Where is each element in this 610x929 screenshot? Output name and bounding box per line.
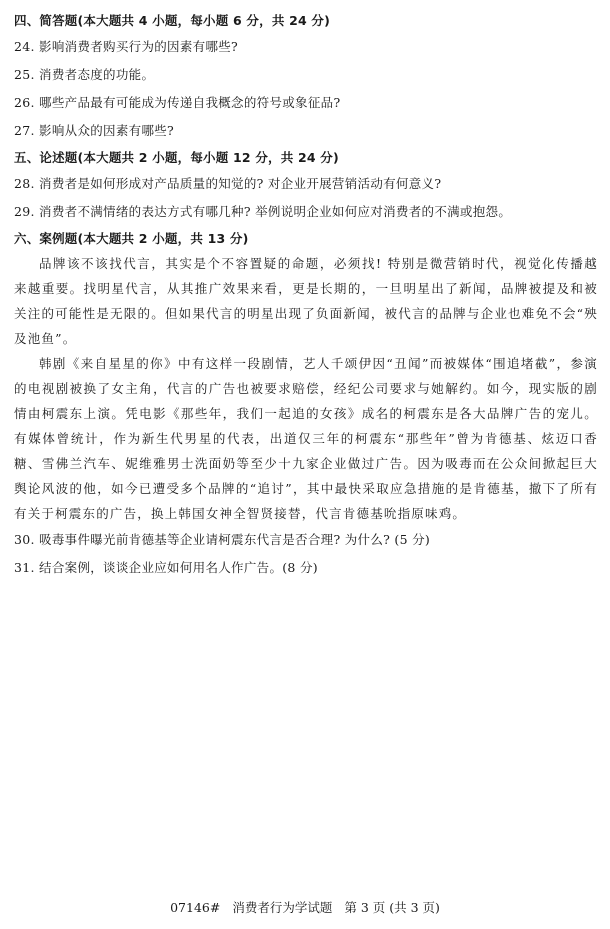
section-heading-short-answer: 四、简答题(本大题共 4 小题，每小题 6 分，共 24 分) [14, 13, 331, 28]
question-26: 26. 哪些产品最有可能成为传递自我概念的符号或象征品? [14, 95, 341, 110]
question-25: 25. 消费者态度的功能。 [14, 67, 155, 82]
page-footer [0, 898, 610, 916]
footer-exam-code: 07146# [170, 900, 221, 915]
footer-exam-title: 消费者行为学试题 [232, 900, 333, 915]
question-29: 29. 消费者不满情绪的表达方式有哪几种? 举例说明企业如何应对消费者的不满或抱怨。 [14, 204, 512, 219]
footer-page-number: 第 3 页 (共 3 页) [344, 900, 440, 915]
case-paragraph-2: 韩剧《来自星星的你》中有这样一段剧情，艺人千颂伊因“丑闻”而被媒体“围追堵截”，参演的电视剧被换了女主角，代言的广告也被要求赔偿，经纪公司要求与她解约。如今，现实版的剧情由柯震东上演。凭电影《那些年，我们一起追的女孩》成名的柯震东是各大品牌广告的宠儿。有媒体曾统计，作为新生代男星的代表，出道仅三年的柯震东“那些年”曾为肯德基、炫迈口香糖、雪佛兰汽车、妮维雅男士洗面奶等至少十九家企业做过广告。因为吸毒而在公众间掀起巨大舆论风波的他，如今已遭受多个品牌的“追讨”，其中最快采取应急措施的是肯德基，撤下了所有有关于柯震东的广告，换上韩国女神全智贤接替，代言肯德基吮指原味鸡。 [14, 356, 598, 521]
section-heading-essay: 五、论述题(本大题共 2 小题，每小题 12 分，共 24 分) [14, 150, 339, 165]
question-28: 28. 消费者是如何形成对产品质量的知觉的? 对企业开展营销活动有何意义? [14, 176, 442, 191]
question-24: 24. 影响消费者购买行为的因素有哪些? [14, 39, 239, 54]
question-27: 27. 影响从众的因素有哪些? [14, 123, 175, 138]
case-paragraph-1: 品牌该不该找代言，其实是个不容置疑的命题，必须找! 特别是微营销时代，视觉化传播越来越重要。找明星代言，从其推广效果来看，更是长期的，一旦明星出了新闻，品牌被提及和被关注的可能性是无限的。但如果代言的明星出现了负面新闻，被代言的品牌与企业也难免不会“殃及池鱼”。 [14, 256, 598, 346]
question-31: 31. 结合案例，谈谈企业应如何用名人作广告。(8 分) [14, 560, 318, 575]
section-heading-case: 六、案例题(本大题共 2 小题，共 13 分) [14, 231, 249, 246]
exam-content [14, 8, 598, 582]
question-30: 30. 吸毒事件曝光前肯德基等企业请柯震东代言是否合理? 为什么? (5 分) [14, 532, 431, 547]
